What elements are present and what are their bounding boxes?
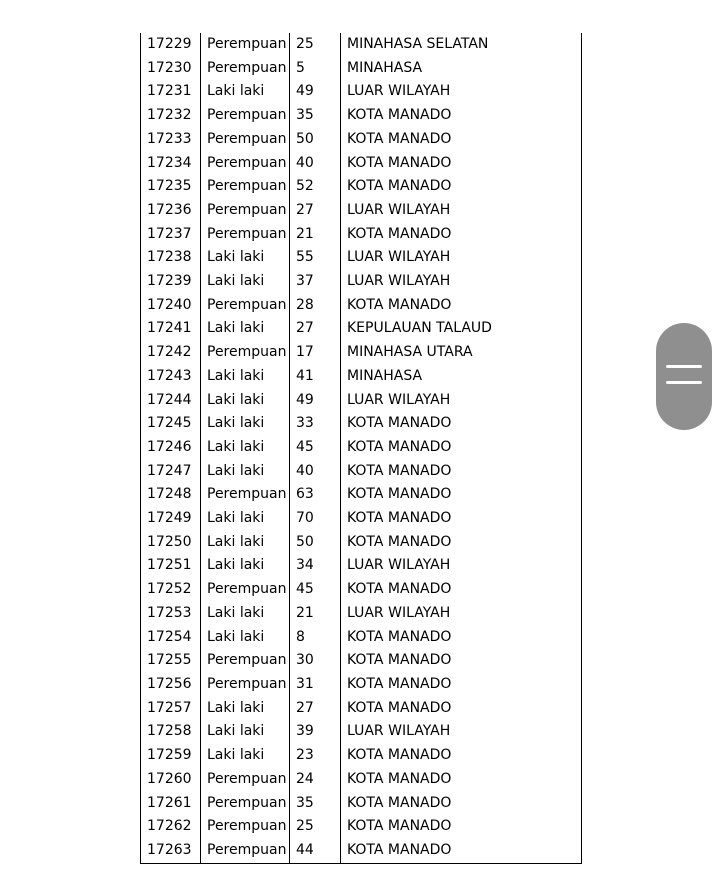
cell-region: KOTA MANADO [341,815,582,839]
table-row [141,341,582,365]
table-row [141,792,582,816]
cell-gender: Perempuan [201,152,290,176]
cell-region: MINAHASA SELATAN [341,33,582,57]
cell-region: KOTA MANADO [341,649,582,673]
cell-region: MINAHASA [341,57,582,81]
cell-id: 17232 [141,104,201,128]
table-row [141,483,582,507]
cell-age: 63 [290,483,341,507]
cell-region: KOTA MANADO [341,768,582,792]
table-row [141,602,582,626]
table-row [141,128,582,152]
cell-gender: Perempuan [201,839,290,863]
cell-id: 17257 [141,697,201,721]
cell-region: KOTA MANADO [341,626,582,650]
cell-id: 17234 [141,152,201,176]
cell-region: KOTA MANADO [341,104,582,128]
cell-age: 33 [290,412,341,436]
cell-gender: Perempuan [201,768,290,792]
cell-id: 17244 [141,389,201,413]
cell-age: 44 [290,839,341,863]
cell-gender: Perempuan [201,673,290,697]
cell-gender: Laki laki [201,554,290,578]
table-row [141,270,582,294]
cell-age: 45 [290,578,341,602]
cell-id: 17256 [141,673,201,697]
table-row [141,199,582,223]
cell-id: 17250 [141,531,201,555]
table-row [141,673,582,697]
cell-id: 17260 [141,768,201,792]
cell-id: 17248 [141,483,201,507]
table-row [141,815,582,839]
data-table [140,33,582,864]
cell-region: KOTA MANADO [341,507,582,531]
cell-age: 39 [290,720,341,744]
cell-gender: Perempuan [201,294,290,318]
cell-region: KOTA MANADO [341,175,582,199]
grip-lines-icon [666,381,702,384]
table-row [141,389,582,413]
table-row [141,626,582,650]
cell-region: KOTA MANADO [341,673,582,697]
cell-region: LUAR WILAYAH [341,389,582,413]
cell-age: 31 [290,673,341,697]
table-row [141,80,582,104]
cell-id: 17235 [141,175,201,199]
cell-id: 17249 [141,507,201,531]
cell-region: LUAR WILAYAH [341,554,582,578]
cell-id: 17247 [141,460,201,484]
table-row [141,839,582,863]
cell-age: 27 [290,317,341,341]
cell-age: 49 [290,389,341,413]
cell-gender: Laki laki [201,744,290,768]
cell-id: 17254 [141,626,201,650]
cell-id: 17238 [141,246,201,270]
cell-region: LUAR WILAYAH [341,80,582,104]
cell-id: 17241 [141,317,201,341]
cell-age: 24 [290,768,341,792]
cell-region: KOTA MANADO [341,792,582,816]
cell-region: MINAHASA UTARA [341,341,582,365]
cell-age: 21 [290,223,341,247]
table-row [141,768,582,792]
cell-gender: Laki laki [201,697,290,721]
cell-region: LUAR WILAYAH [341,270,582,294]
cell-region: KEPULAUAN TALAUD [341,317,582,341]
cell-gender: Laki laki [201,389,290,413]
table-row [141,57,582,81]
cell-age: 30 [290,649,341,673]
cell-region: KOTA MANADO [341,578,582,602]
cell-gender: Perempuan [201,199,290,223]
table-row [141,294,582,318]
cell-gender: Perempuan [201,223,290,247]
table-row [141,531,582,555]
table-row [141,33,582,57]
cell-gender: Perempuan [201,483,290,507]
cell-region: KOTA MANADO [341,294,582,318]
cell-region: KOTA MANADO [341,412,582,436]
cell-gender: Laki laki [201,246,290,270]
cell-region: KOTA MANADO [341,152,582,176]
cell-gender: Laki laki [201,317,290,341]
table-row [141,436,582,460]
cell-age: 49 [290,80,341,104]
cell-id: 17252 [141,578,201,602]
cell-id: 17261 [141,792,201,816]
cell-age: 70 [290,507,341,531]
cell-age: 23 [290,744,341,768]
cell-id: 17236 [141,199,201,223]
table-row [141,720,582,744]
cell-gender: Laki laki [201,270,290,294]
cell-gender: Perempuan [201,649,290,673]
cell-region: LUAR WILAYAH [341,602,582,626]
cell-id: 17239 [141,270,201,294]
cell-gender: Perempuan [201,33,290,57]
cell-age: 37 [290,270,341,294]
cell-id: 17253 [141,602,201,626]
table-row [141,578,582,602]
cell-id: 17245 [141,412,201,436]
cell-age: 27 [290,697,341,721]
cell-id: 17258 [141,720,201,744]
table-row [141,460,582,484]
cell-id: 17231 [141,80,201,104]
cell-age: 34 [290,554,341,578]
cell-age: 8 [290,626,341,650]
cell-age: 17 [290,341,341,365]
cell-id: 17242 [141,341,201,365]
cell-gender: Perempuan [201,104,290,128]
cell-age: 45 [290,436,341,460]
cell-region: KOTA MANADO [341,531,582,555]
cell-region: KOTA MANADO [341,128,582,152]
table-row [141,175,582,199]
cell-gender: Perempuan [201,792,290,816]
cell-region: KOTA MANADO [341,839,582,863]
cell-gender: Laki laki [201,507,290,531]
grip-lines-icon [666,365,702,368]
cell-region: KOTA MANADO [341,460,582,484]
cell-id: 17263 [141,839,201,863]
cell-age: 35 [290,792,341,816]
cell-gender: Laki laki [201,602,290,626]
cell-gender: Perempuan [201,578,290,602]
table-row [141,412,582,436]
cell-age: 21 [290,602,341,626]
table-row [141,246,582,270]
table-row [141,649,582,673]
cell-region: KOTA MANADO [341,223,582,247]
cell-gender: Laki laki [201,80,290,104]
cell-age: 35 [290,104,341,128]
cell-region: KOTA MANADO [341,744,582,768]
cell-id: 17251 [141,554,201,578]
cell-region: LUAR WILAYAH [341,246,582,270]
cell-id: 17233 [141,128,201,152]
table-row [141,744,582,768]
cell-gender: Laki laki [201,365,290,389]
cell-gender: Laki laki [201,720,290,744]
table-row [141,223,582,247]
cell-gender: Perempuan [201,341,290,365]
cell-id: 17230 [141,57,201,81]
table-body [141,33,582,863]
cell-region: MINAHASA [341,365,582,389]
cell-id: 17240 [141,294,201,318]
table-row [141,317,582,341]
cell-age: 50 [290,531,341,555]
cell-age: 50 [290,128,341,152]
cell-gender: Perempuan [201,128,290,152]
cell-region: LUAR WILAYAH [341,199,582,223]
cell-age: 25 [290,815,341,839]
cell-gender: Laki laki [201,531,290,555]
table-row [141,697,582,721]
cell-id: 17246 [141,436,201,460]
cell-gender: Laki laki [201,460,290,484]
cell-region: KOTA MANADO [341,697,582,721]
cell-age: 55 [290,246,341,270]
cell-gender: Perempuan [201,815,290,839]
cell-id: 17229 [141,33,201,57]
table-row [141,507,582,531]
cell-id: 17255 [141,649,201,673]
cell-age: 41 [290,365,341,389]
cell-gender: Perempuan [201,57,290,81]
cell-region: KOTA MANADO [341,483,582,507]
table-row [141,104,582,128]
table-row [141,365,582,389]
cell-id: 17262 [141,815,201,839]
table-row [141,152,582,176]
cell-id: 17243 [141,365,201,389]
cell-age: 40 [290,460,341,484]
cell-age: 40 [290,152,341,176]
cell-gender: Laki laki [201,626,290,650]
cell-age: 52 [290,175,341,199]
cell-gender: Perempuan [201,175,290,199]
table-row [141,554,582,578]
scroll-handle[interactable] [656,323,712,430]
cell-id: 17237 [141,223,201,247]
cell-region: LUAR WILAYAH [341,720,582,744]
cell-age: 27 [290,199,341,223]
cell-gender: Laki laki [201,412,290,436]
cell-age: 5 [290,57,341,81]
cell-gender: Laki laki [201,436,290,460]
cell-age: 28 [290,294,341,318]
cell-age: 25 [290,33,341,57]
cell-region: KOTA MANADO [341,436,582,460]
cell-id: 17259 [141,744,201,768]
